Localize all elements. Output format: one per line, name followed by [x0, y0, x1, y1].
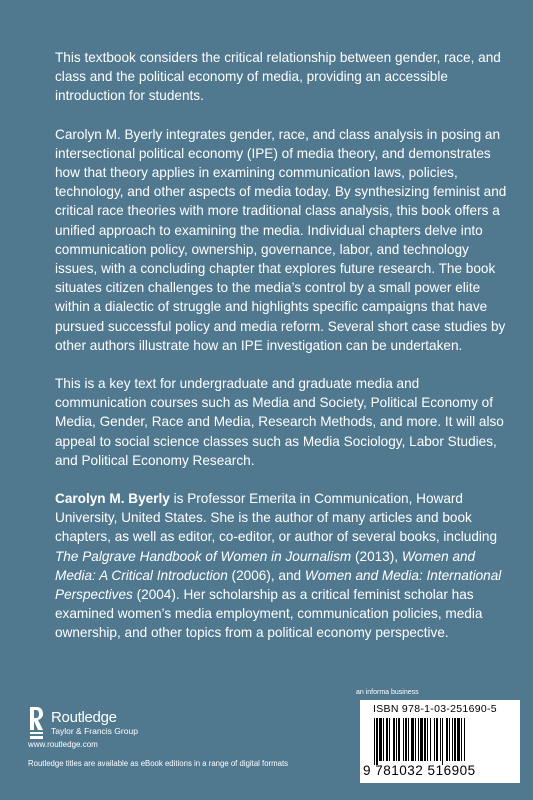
- author-bio: [55, 489, 510, 643]
- publisher-name: Routledge: [51, 709, 117, 726]
- routledge-logo-icon: [28, 706, 45, 740]
- ebook-note: Routledge titles are available as eBook editions in a range of digital formats: [28, 759, 289, 768]
- isbn-label: ISBN 978-1-03-251690-5: [373, 703, 497, 715]
- informa-label: an informa business: [356, 689, 419, 696]
- bio-text-4: (2004). Her scholarship as a critical feminist scholar has examined women’s media employment, communication policies, media ownership, and other topics from a political economy perspective.: [55, 587, 483, 641]
- publisher-group: Taylor & Francis Group: [51, 726, 138, 736]
- publisher-logo: [28, 706, 138, 740]
- barcode-icon: [370, 718, 516, 765]
- book-title-1: The Palgrave Handbook of Women in Journalism: [55, 548, 352, 564]
- bio-text-3: (2006), and: [227, 567, 305, 583]
- intro-paragraph: This textbook considers the critical relationship between gender, race, and class and the political economy of media, providing an accessible introduction for students.: [55, 50, 501, 104]
- barcode-number: 9 781032 516905: [363, 763, 476, 778]
- book-title-3: Women and Media: International Perspectives: [55, 567, 502, 603]
- isbn-barcode-box: [360, 700, 520, 783]
- publisher-website: www.routledge.com: [28, 740, 98, 749]
- description-paragraph: Carolyn M. Byerly integrates gender, race, and class analysis in posing an intersectional political economy (IPE) of media theory, and demonstrates how that theory applies in examining communication laws, policies, technology, and other aspects of media today. By synthesizing feminist and critical race theories with more traditional class analysis, this book offers a unified approach to examining the media. Individual chapters delve into communication policy, ownership, governance, labor, and technology issues, with a concluding chapter that explores future research. The book situates citizen challenges to the media’s control by a small power elite within a dialectic of struggle and highlights specific campaigns that have pursued successful policy and media reform. Several short case studies by other authors illustrate how an IPE investigation can be undertaken.: [55, 126, 507, 353]
- back-cover-blurb: [55, 48, 510, 643]
- author-name: Carolyn M. Byerly: [55, 491, 170, 507]
- bio-text-1: is Professor Emerita in Communication, Howard University, United States. She is the author of many articles and book chapters, as well as editor, co-editor, or author of several books, including: [55, 491, 498, 545]
- audience-paragraph: This is a key text for undergraduate and graduate media and communication courses such as Media and Society, Political Economy of Media, Gender, Race and Media, Research Methods, and more. It will also appeal to social science classes such as Media Sociology, Labor Studies, and Political Economy Research.: [55, 376, 504, 468]
- book-title-2: Women and Media: A Critical Introduction: [55, 548, 476, 583]
- bio-text-2: (2013),: [351, 548, 402, 564]
